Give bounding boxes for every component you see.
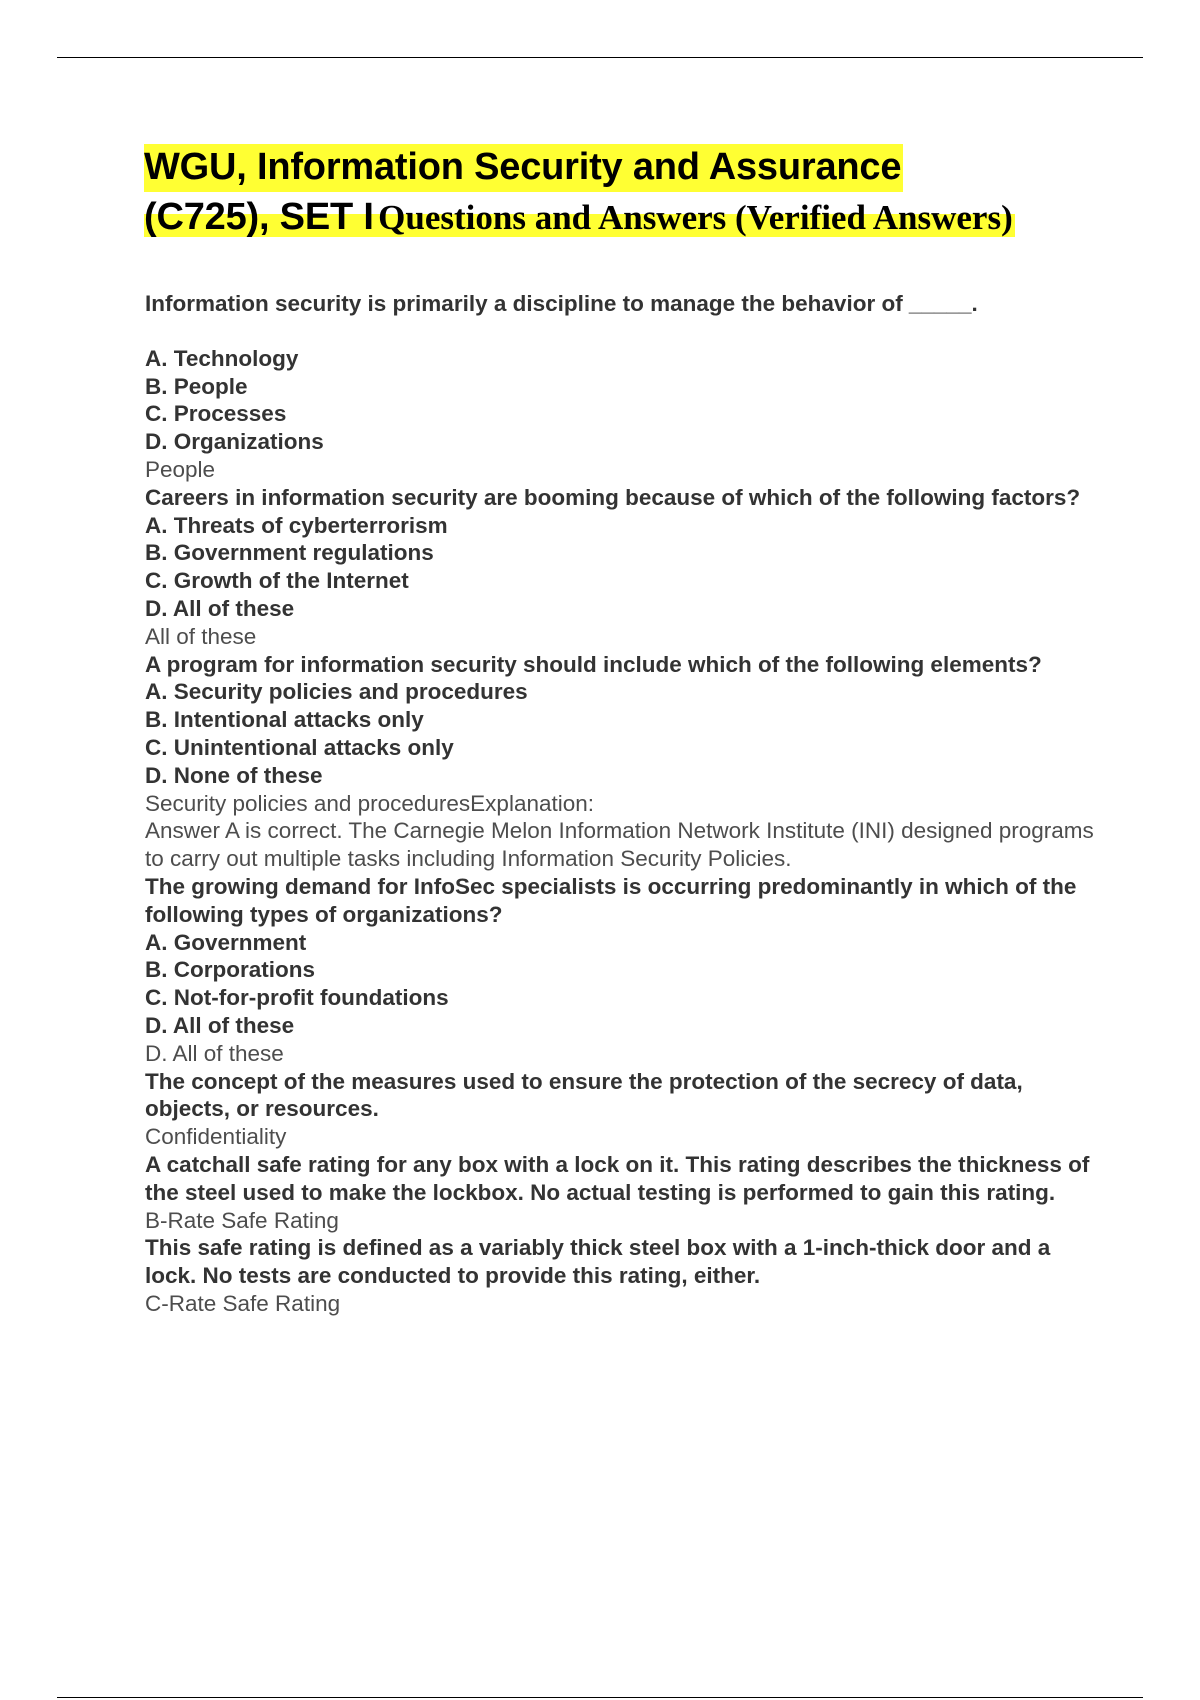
option: B. Government regulations — [145, 540, 434, 566]
title-highlight-2 — [144, 196, 1015, 238]
question-text: The concept of the measures used to ensure the protection of the secrecy of data, objects, or resources. — [145, 1068, 1023, 1122]
option: D. None of these — [145, 762, 323, 788]
qa-content — [145, 290, 1105, 1318]
qa-block — [145, 484, 1105, 651]
option: C. Not-for-profit foundations — [145, 985, 449, 1011]
option: D. All of these — [145, 595, 295, 621]
option: A. Security policies and procedures — [145, 679, 528, 705]
option: A. Threats of cyberterrorism — [145, 512, 448, 538]
answer-text: All of these — [145, 623, 257, 649]
qa-block — [145, 651, 1105, 873]
option: B. People — [145, 373, 248, 399]
qa-block — [145, 1151, 1105, 1234]
option: C. Processes — [145, 401, 287, 427]
question-text: A program for information security should include which of the following elements? — [145, 651, 1042, 677]
question-text: A catchall safe rating for any box with a lock on it. This rating describes the thickness of the steel used to make the lockbox. No actual testing is performed to gain this rating. — [145, 1151, 1090, 1205]
answer-explanation: Answer A is correct. The Carnegie Melon Information Network Institute (INI) designed programs to carry out multiple tasks including Information Security Policies. — [145, 818, 1094, 872]
option: D. All of these — [145, 1012, 295, 1038]
bottom-rule — [57, 1697, 1143, 1698]
answer-text: B-Rate Safe Rating — [145, 1207, 339, 1233]
title-line-1 — [144, 142, 1104, 192]
answer-text: C-Rate Safe Rating — [145, 1290, 341, 1316]
option: D. Organizations — [145, 429, 324, 455]
option: B. Intentional attacks only — [145, 707, 424, 733]
qa-block — [145, 873, 1105, 1068]
title-text-1: WGU, Information Security and Assurance — [144, 144, 903, 192]
qa-block — [145, 1234, 1105, 1317]
question-text: Careers in information security are booming because of which of the following factors? — [145, 484, 1081, 510]
question-text: This safe rating is defined as a variably thick steel box with a 1-inch-thick door and a lock. No tests are conducted to provide this rating, either. — [145, 1235, 1051, 1289]
question-text: Information security is primarily a discipline to manage the behavior of _____. — [145, 291, 978, 316]
option: C. Unintentional attacks only — [145, 734, 454, 760]
question-text: The growing demand for InfoSec specialists is occurring predominantly in which of the following types of organizations? — [145, 873, 1077, 927]
top-rule — [57, 57, 1143, 58]
answer-text: Security policies and proceduresExplanation: — [145, 790, 595, 816]
qa-block — [145, 1068, 1105, 1151]
answer-text: People — [145, 456, 216, 482]
title-text-2-sans: (C725), SET I — [144, 196, 374, 238]
option: C. Growth of the Internet — [145, 568, 409, 594]
spacer — [145, 318, 1105, 345]
option: B. Corporations — [145, 957, 316, 983]
answer-text: D. All of these — [145, 1040, 284, 1066]
document-title — [144, 142, 1104, 242]
title-text-2-serif: Questions and Answers (Verified Answers) — [378, 198, 1013, 237]
option: A. Technology — [145, 345, 299, 371]
option: A. Government — [145, 929, 307, 955]
answer-text: Confidentiality — [145, 1124, 287, 1150]
qa-block — [145, 290, 1105, 484]
title-line-2 — [144, 192, 1104, 242]
